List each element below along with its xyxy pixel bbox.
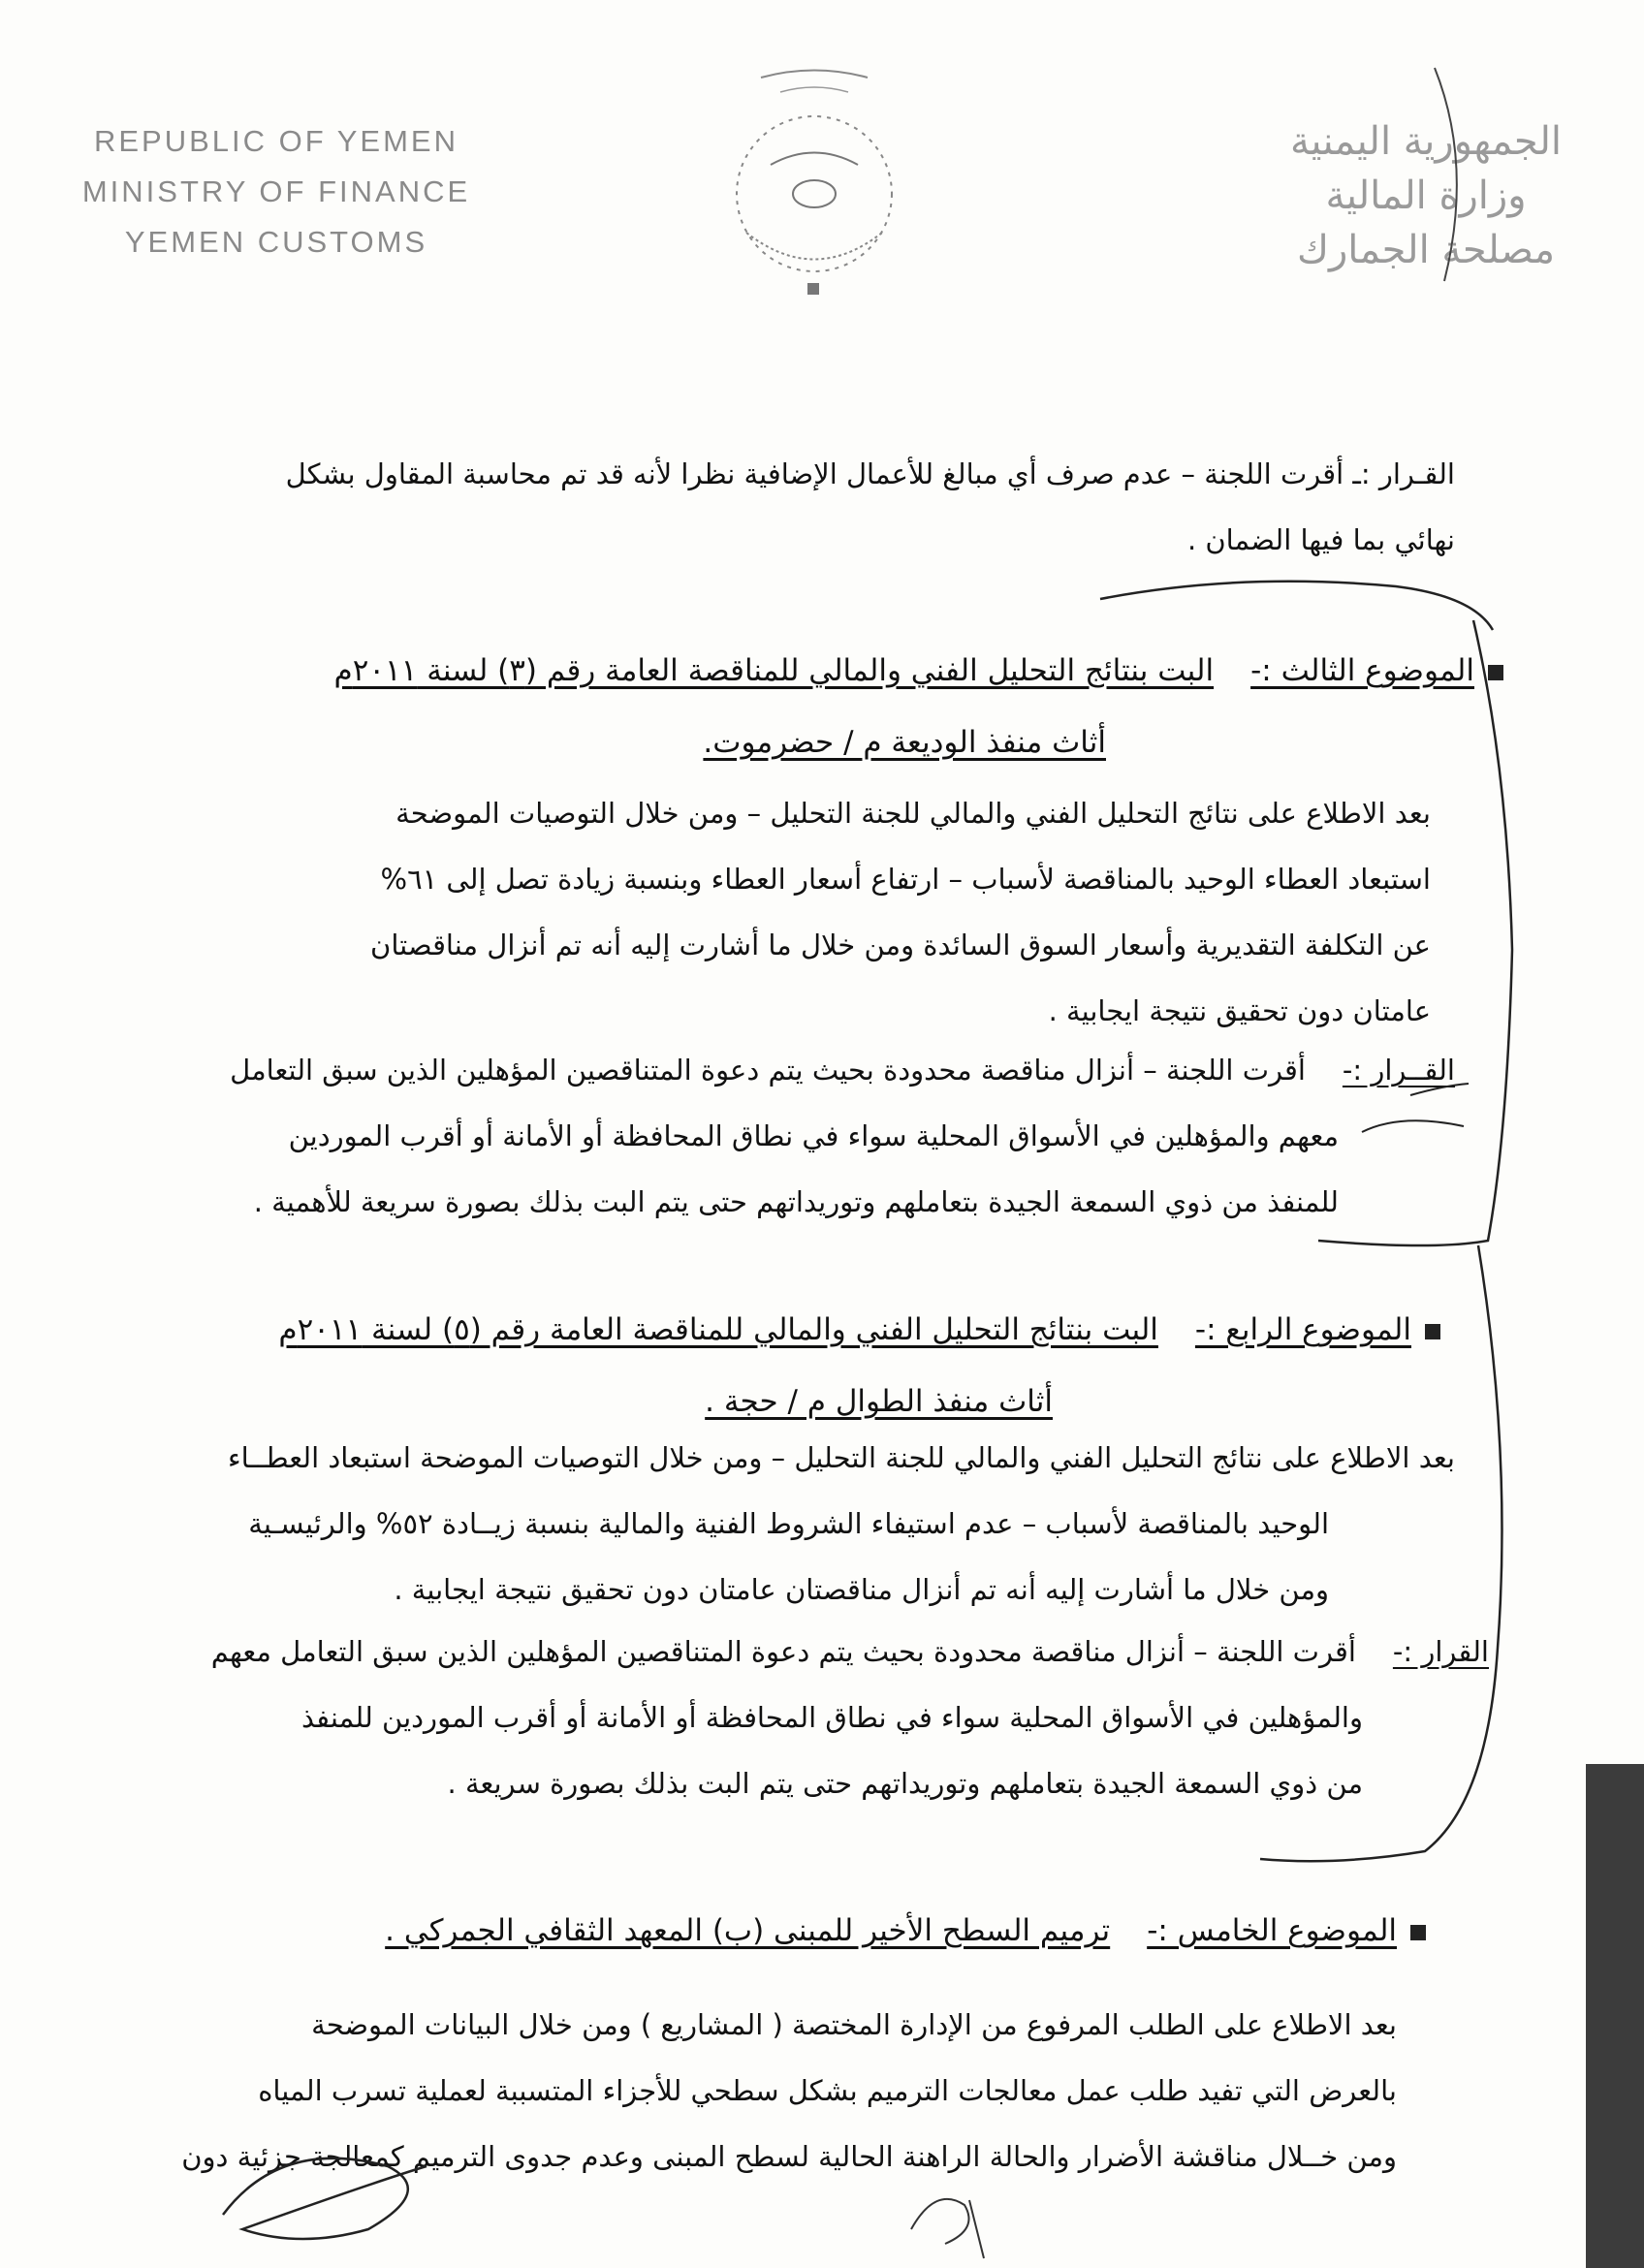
letterhead-line: وزارة المالية bbox=[1325, 173, 1527, 218]
decision-line: من ذوي السمعة الجيدة بتعاملهم وتوريداتهم حتى يتم البت بذلك بصورة سريعة . bbox=[447, 1767, 1363, 1800]
letterhead-line: MINISTRY OF FINANCE bbox=[81, 174, 471, 208]
body-line: بعد الاطلاع على نتائج التحليل الفني والمالي للجنة التحليل – ومن خلال التوصيات الموضحة bbox=[395, 797, 1431, 830]
body-line: بالعرض التي تفيد طلب عمل معالجات الترميم بشكل سطحي للأجزاء المتسببة لعملية تسرب المياه bbox=[258, 2074, 1397, 2107]
decision-label: القرار :- bbox=[1392, 1635, 1489, 1668]
body-line: استبعاد العطاء الوحيد بالمناقصة لأسباب – ارتفاع أسعار العطاء وبنسبة زيادة تصل إلى ٦١% bbox=[380, 863, 1431, 896]
decision-line: أقرت اللجنة – أنزال مناقصة محدودة بحيث يتم دعوة المتناقصين المؤهلين الذين سبق التعامل bbox=[230, 1054, 1306, 1087]
topic4-label: الموضوع الرابع :- bbox=[1194, 1312, 1411, 1347]
letterhead-line: الجمهورية اليمنية bbox=[1289, 119, 1563, 164]
decision-label: القــرار :- bbox=[1342, 1054, 1455, 1087]
body-line: بعد الاطلاع على نتائج التحليل الفني والمالي للجنة التحليل – ومن خلال التوصيات الموضحة استبعاد العطــاء bbox=[228, 1441, 1455, 1474]
signature-icon bbox=[223, 2158, 427, 2239]
decision-line: معهم والمؤهلين في الأسواق المحلية سواء في نطاق المحافظة أو الأمانة أو أقرب الموردين bbox=[288, 1119, 1339, 1152]
topic5-title: ترميم السطح الأخير للمبنى (ب) المعهد الثقافي الجمركي . bbox=[385, 1913, 1111, 1948]
topic3-subtitle: أثاث منفذ الوديعة م / حضرموت. bbox=[703, 725, 1106, 760]
topic3-title: البت بنتائج التحليل الفني والمالي للمناقصة العامة رقم (٣) لسنة ٢٠١١م bbox=[333, 653, 1215, 688]
letterhead-line: مصلحة الجمارك bbox=[1296, 228, 1556, 272]
letterhead-line: YEMEN CUSTOMS bbox=[124, 225, 428, 259]
topic3-label: الموضوع الثالث :- bbox=[1250, 653, 1474, 688]
scan-edge bbox=[1586, 1764, 1644, 2268]
topic4-subtitle: أثاث منفذ الطوال م / حجة . bbox=[705, 1384, 1053, 1419]
decision-line: القـرار :ـ أقرت اللجنة – عدم صرف أي مبالغ للأعمال الإضافية نظرا لأنه قد تم محاسبة المقاول بشكل bbox=[285, 457, 1455, 490]
body-line: عن التكلفة التقديرية وأسعار السوق السائدة ومن خلال ما أشارت إليه أنه تم أنزال مناقصتان bbox=[370, 929, 1431, 961]
body-line: الوحيد بالمناقصة لأسباب – عدم استيفاء الشروط الفنية والمالية بنسبة زيــادة ٥٢% والرئيسـية bbox=[248, 1507, 1329, 1540]
body-line: عامتان دون تحقيق نتيجة ايجابية . bbox=[1048, 994, 1431, 1027]
body-line: بعد الاطلاع على الطلب المرفوع من الإدارة المختصة ( المشاريع ) ومن خلال البيانات الموضحة bbox=[311, 2008, 1397, 2041]
topic4-title: البت بنتائج التحليل الفني والمالي للمناقصة العامة رقم (٥) لسنة ٢٠١١م bbox=[278, 1312, 1158, 1347]
topic5-label: الموضوع الخامس :- bbox=[1147, 1913, 1397, 1948]
decision-line: للمنفذ من ذوي السمعة الجيدة بتعاملهم وتوريداتهم حتى يتم البت بذلك بصورة سريعة للأهمية . bbox=[253, 1185, 1339, 1218]
letterhead-line: REPUBLIC OF YEMEN bbox=[93, 124, 458, 158]
body-line: ومن خلال ما أشارت إليه أنه تم أنزال مناقصتان عامتان دون تحقيق نتيجة ايجابية . bbox=[394, 1573, 1329, 1606]
decision-line: نهائي بما فيها الضمان . bbox=[1186, 523, 1455, 556]
decision-line: أقرت اللجنة – أنزال مناقصة محدودة بحيث يتم دعوة المتناقصين المؤهلين الذين سبق التعامل معهم bbox=[210, 1635, 1356, 1668]
decision-line: والمؤهلين في الأسواق المحلية سواء في نطاق المحافظة أو الأمانة أو أقرب الموردين للمنفذ bbox=[300, 1701, 1363, 1734]
body-line: ومن خــلال مناقشة الأضرار والحالة الراهنة الحالية لسطح المبنى وعدم جدوى الترميم كمعالجة جزئية دون bbox=[181, 2140, 1397, 2173]
